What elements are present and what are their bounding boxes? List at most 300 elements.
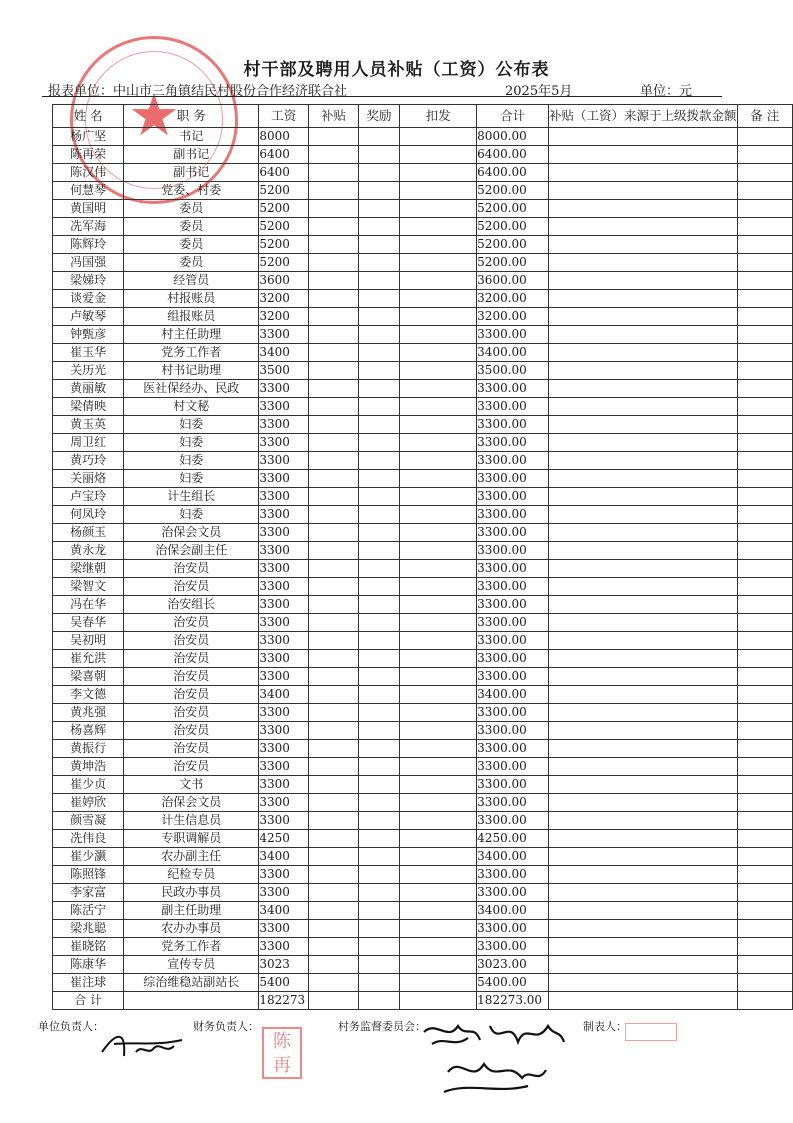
subsidy-cell — [309, 308, 358, 326]
deduction-cell — [400, 758, 477, 776]
table-row — [53, 362, 793, 380]
subsidy-cell — [309, 758, 358, 776]
subsidy-cell — [309, 632, 358, 650]
star-icon: ★ — [128, 81, 180, 149]
source-cell — [549, 884, 738, 902]
deduction-cell — [400, 578, 477, 596]
salary-cell: 3300 — [259, 614, 309, 632]
remark-cell — [737, 596, 792, 614]
deduction-cell — [400, 164, 477, 182]
table-row — [53, 434, 793, 452]
position-cell: 计生组长 — [124, 488, 259, 506]
subsidy-cell — [309, 254, 358, 272]
total-cell: 3200.00 — [477, 290, 549, 308]
table-row — [53, 758, 793, 776]
deduction-cell — [400, 650, 477, 668]
source-cell — [549, 326, 738, 344]
total-cell: 3300.00 — [477, 614, 549, 632]
name-cell: 谈爱金 — [53, 290, 124, 308]
position-cell: 治安员 — [124, 758, 259, 776]
source-cell — [549, 272, 738, 290]
table-row — [53, 380, 793, 398]
subsidy-cell — [309, 614, 358, 632]
remark-cell — [737, 398, 792, 416]
total-cell: 3300.00 — [477, 434, 549, 452]
source-cell — [549, 470, 738, 488]
source-cell — [549, 164, 738, 182]
total-cell: 3300.00 — [477, 650, 549, 668]
salary-cell: 3400 — [259, 902, 309, 920]
source-cell — [549, 794, 738, 812]
supervision-label: 村务监督委员会： — [338, 1020, 426, 1033]
table-row — [53, 542, 793, 560]
source-cell — [549, 254, 738, 272]
position-cell: 村报账员 — [124, 290, 259, 308]
bonus-cell — [358, 236, 400, 254]
salary-cell: 3300 — [259, 920, 309, 938]
position-cell: 经管员 — [124, 272, 259, 290]
deduction-cell — [400, 272, 477, 290]
source-cell — [549, 614, 738, 632]
subsidy-cell — [309, 182, 358, 200]
total-cell: 3300.00 — [477, 632, 549, 650]
bonus-cell — [358, 524, 400, 542]
bonus-cell — [358, 686, 400, 704]
source-cell — [549, 146, 738, 164]
subsidy-cell — [309, 938, 358, 956]
source-cell — [549, 128, 738, 146]
name-cell: 黄振行 — [53, 740, 124, 758]
source-cell — [549, 848, 738, 866]
name-cell: 崔少灏 — [53, 848, 124, 866]
table-row — [53, 740, 793, 758]
salary-cell: 3300 — [259, 794, 309, 812]
salary-cell: 5200 — [259, 182, 309, 200]
total-subsidy-cell — [309, 992, 358, 1010]
total-cell: 3023.00 — [477, 956, 549, 974]
bonus-cell — [358, 542, 400, 560]
bonus-cell — [358, 200, 400, 218]
source-cell — [549, 434, 738, 452]
position-cell: 治保会文员 — [124, 794, 259, 812]
salary-cell: 3300 — [259, 434, 309, 452]
total-cell: 3300.00 — [477, 596, 549, 614]
salary-cell: 3300 — [259, 488, 309, 506]
total-cell: 6400.00 — [477, 164, 549, 182]
remark-cell — [737, 650, 792, 668]
salary-cell: 3200 — [259, 290, 309, 308]
salary-cell: 3300 — [259, 776, 309, 794]
remark-cell — [737, 182, 792, 200]
total-bonus-cell — [358, 992, 400, 1010]
name-cell: 关丽烙 — [53, 470, 124, 488]
deduction-cell — [400, 146, 477, 164]
name-cell: 钟甄彦 — [53, 326, 124, 344]
source-cell — [549, 632, 738, 650]
bonus-cell — [358, 290, 400, 308]
deduction-cell — [400, 452, 477, 470]
table-row — [53, 128, 793, 146]
supervision-signatures — [418, 1012, 568, 1102]
total-position-cell — [124, 992, 259, 1010]
position-cell: 委员 — [124, 218, 259, 236]
subsidy-cell — [309, 722, 358, 740]
subsidy-cell — [309, 650, 358, 668]
position-cell: 妇委 — [124, 416, 259, 434]
total-cell: 5200.00 — [477, 200, 549, 218]
subsidy-cell — [309, 362, 358, 380]
remark-cell — [737, 524, 792, 542]
source-cell — [549, 542, 738, 560]
remark-cell — [737, 380, 792, 398]
name-cell: 黄丽敏 — [53, 380, 124, 398]
remark-cell — [737, 434, 792, 452]
total-cell: 3400.00 — [477, 848, 549, 866]
remark-cell — [737, 920, 792, 938]
name-cell: 杨颜玉 — [53, 524, 124, 542]
bonus-cell — [358, 272, 400, 290]
table-row — [53, 704, 793, 722]
name-cell: 黄兆强 — [53, 704, 124, 722]
table-row — [53, 956, 793, 974]
subsidy-cell — [309, 344, 358, 362]
name-cell: 陈再荣 — [53, 146, 124, 164]
position-cell: 计生信息员 — [124, 812, 259, 830]
subsidy-cell — [309, 974, 358, 992]
source-cell — [549, 866, 738, 884]
bonus-cell — [358, 398, 400, 416]
subsidy-cell — [309, 902, 358, 920]
remark-cell — [737, 902, 792, 920]
table-row — [53, 488, 793, 506]
position-cell: 综治维稳站副站长 — [124, 974, 259, 992]
table-row — [53, 218, 793, 236]
bonus-cell — [358, 920, 400, 938]
total-cell: 3400.00 — [477, 344, 549, 362]
salary-cell: 3300 — [259, 668, 309, 686]
salary-cell: 3300 — [259, 632, 309, 650]
source-cell — [549, 722, 738, 740]
deduction-cell — [400, 326, 477, 344]
source-cell — [549, 578, 738, 596]
table-row — [53, 794, 793, 812]
total-cell: 6400.00 — [477, 146, 549, 164]
table-row — [53, 182, 793, 200]
position-cell: 委员 — [124, 254, 259, 272]
subsidy-cell — [309, 146, 358, 164]
deduction-cell — [400, 668, 477, 686]
total-cell: 3300.00 — [477, 470, 549, 488]
name-cell: 关历光 — [53, 362, 124, 380]
bonus-cell — [358, 128, 400, 146]
table-row — [53, 596, 793, 614]
name-cell: 吴初明 — [53, 632, 124, 650]
header-total: 合计 — [477, 105, 549, 128]
name-cell: 梁兆聪 — [53, 920, 124, 938]
deduction-cell — [400, 812, 477, 830]
subsidy-cell — [309, 506, 358, 524]
position-cell: 治安员 — [124, 650, 259, 668]
remark-cell — [737, 740, 792, 758]
total-cell: 3300.00 — [477, 920, 549, 938]
subsidy-cell — [309, 560, 358, 578]
salary-cell: 3300 — [259, 416, 309, 434]
total-cell: 3200.00 — [477, 308, 549, 326]
position-cell: 副主任助理 — [124, 902, 259, 920]
subsidy-cell — [309, 578, 358, 596]
remark-cell — [737, 686, 792, 704]
remark-cell — [737, 128, 792, 146]
total-cell: 3300.00 — [477, 884, 549, 902]
remark-cell — [737, 290, 792, 308]
table-row — [53, 722, 793, 740]
position-cell: 妇委 — [124, 434, 259, 452]
table-row — [53, 902, 793, 920]
salary-cell: 3300 — [259, 938, 309, 956]
deduction-cell — [400, 470, 477, 488]
name-cell: 黄巧玲 — [53, 452, 124, 470]
bonus-cell — [358, 938, 400, 956]
bonus-cell — [358, 182, 400, 200]
position-cell: 文书 — [124, 776, 259, 794]
total-cell: 3300.00 — [477, 560, 549, 578]
total-amount: 182273.00 — [477, 992, 549, 1010]
source-cell — [549, 974, 738, 992]
remark-cell — [737, 938, 792, 956]
salary-cell: 3300 — [259, 812, 309, 830]
finance-seal: 陈 再 — [262, 1027, 302, 1079]
table-row — [53, 830, 793, 848]
source-cell — [549, 650, 738, 668]
name-cell: 崔允洪 — [53, 650, 124, 668]
total-deduction-cell — [400, 992, 477, 1010]
salary-cell: 3400 — [259, 344, 309, 362]
table-row — [53, 452, 793, 470]
subsidy-cell — [309, 434, 358, 452]
position-cell: 治安员 — [124, 578, 259, 596]
total-source-cell — [549, 992, 738, 1010]
table-row — [53, 146, 793, 164]
total-cell: 5200.00 — [477, 182, 549, 200]
position-cell: 党务工作者 — [124, 344, 259, 362]
deduction-cell — [400, 308, 477, 326]
name-cell: 卢敏琴 — [53, 308, 124, 326]
salary-cell: 3200 — [259, 308, 309, 326]
subsidy-cell — [309, 380, 358, 398]
bonus-cell — [358, 470, 400, 488]
source-cell — [549, 704, 738, 722]
header-bonus: 奖励 — [358, 105, 400, 128]
position-cell: 治安员 — [124, 632, 259, 650]
salary-cell: 3300 — [259, 524, 309, 542]
salary-cell: 3300 — [259, 470, 309, 488]
table-row — [53, 884, 793, 902]
subsidy-cell — [309, 452, 358, 470]
deduction-cell — [400, 632, 477, 650]
remark-cell — [737, 704, 792, 722]
source-cell — [549, 218, 738, 236]
deduction-cell — [400, 704, 477, 722]
deduction-cell — [400, 344, 477, 362]
table-row — [53, 200, 793, 218]
bonus-cell — [358, 416, 400, 434]
name-cell: 崔婷欣 — [53, 794, 124, 812]
bonus-cell — [358, 830, 400, 848]
total-cell: 3300.00 — [477, 866, 549, 884]
deduction-cell — [400, 902, 477, 920]
table-row — [53, 308, 793, 326]
source-cell — [549, 344, 738, 362]
deduction-cell — [400, 776, 477, 794]
bonus-cell — [358, 614, 400, 632]
position-cell: 副书记 — [124, 146, 259, 164]
table-row — [53, 164, 793, 182]
remark-cell — [737, 488, 792, 506]
position-cell: 农办办事员 — [124, 920, 259, 938]
position-cell: 治安员 — [124, 704, 259, 722]
subsidy-cell — [309, 740, 358, 758]
salary-cell: 3300 — [259, 452, 309, 470]
bonus-cell — [358, 560, 400, 578]
bonus-cell — [358, 434, 400, 452]
subsidy-cell — [309, 272, 358, 290]
salary-cell: 3300 — [259, 740, 309, 758]
source-cell — [549, 182, 738, 200]
remark-cell — [737, 830, 792, 848]
total-cell: 3300.00 — [477, 578, 549, 596]
remark-cell — [737, 578, 792, 596]
total-cell: 3300.00 — [477, 416, 549, 434]
header-position: 职 务 — [124, 105, 259, 128]
bonus-cell — [358, 452, 400, 470]
total-cell: 3300.00 — [477, 794, 549, 812]
name-cell: 黄玉英 — [53, 416, 124, 434]
salary-cell: 3300 — [259, 722, 309, 740]
remark-cell — [737, 218, 792, 236]
position-cell: 书记 — [124, 128, 259, 146]
bonus-cell — [358, 308, 400, 326]
total-cell: 3500.00 — [477, 362, 549, 380]
bonus-cell — [358, 488, 400, 506]
position-cell: 治安员 — [124, 560, 259, 578]
bonus-cell — [358, 956, 400, 974]
remark-cell — [737, 614, 792, 632]
position-cell: 纪检专员 — [124, 866, 259, 884]
preparer-stamp — [625, 1023, 677, 1041]
finance-head-label: 财务负责人： — [193, 1020, 259, 1033]
source-cell — [549, 236, 738, 254]
subsidy-cell — [309, 794, 358, 812]
source-cell — [549, 524, 738, 542]
deduction-cell — [400, 596, 477, 614]
remark-cell — [737, 470, 792, 488]
remark-cell — [737, 200, 792, 218]
source-cell — [549, 686, 738, 704]
remark-cell — [737, 812, 792, 830]
deduction-cell — [400, 380, 477, 398]
source-cell — [549, 902, 738, 920]
deduction-cell — [400, 236, 477, 254]
table-row — [53, 632, 793, 650]
source-cell — [549, 740, 738, 758]
deduction-cell — [400, 884, 477, 902]
salary-cell: 3300 — [259, 506, 309, 524]
bonus-cell — [358, 344, 400, 362]
table-row — [53, 236, 793, 254]
bonus-cell — [358, 326, 400, 344]
bonus-cell — [358, 884, 400, 902]
header-name: 姓 名 — [53, 105, 124, 128]
remark-cell — [737, 452, 792, 470]
salary-cell: 3023 — [259, 956, 309, 974]
report-period: 2025年5月 — [505, 84, 573, 99]
table-row — [53, 974, 793, 992]
bonus-cell — [358, 794, 400, 812]
bonus-cell — [358, 632, 400, 650]
table-row — [53, 650, 793, 668]
total-cell: 3300.00 — [477, 524, 549, 542]
deduction-cell — [400, 542, 477, 560]
subsidy-cell — [309, 128, 358, 146]
remark-cell — [737, 848, 792, 866]
source-cell — [549, 758, 738, 776]
remark-cell — [737, 416, 792, 434]
deduction-cell — [400, 290, 477, 308]
name-cell: 梁智文 — [53, 578, 124, 596]
salary-cell: 5200 — [259, 218, 309, 236]
position-cell: 民政办事员 — [124, 884, 259, 902]
remark-cell — [737, 272, 792, 290]
total-cell: 3300.00 — [477, 722, 549, 740]
position-cell: 委员 — [124, 200, 259, 218]
salary-cell: 3300 — [259, 650, 309, 668]
salary-cell: 3600 — [259, 272, 309, 290]
position-cell: 治安员 — [124, 722, 259, 740]
report-unit: 报表单位：中山市三角镇结民村股份合作经济联合社 — [48, 84, 348, 99]
remark-cell — [737, 722, 792, 740]
bonus-cell — [358, 866, 400, 884]
name-cell: 黄坤浩 — [53, 758, 124, 776]
deduction-cell — [400, 362, 477, 380]
table-row — [53, 272, 793, 290]
total-cell: 3300.00 — [477, 704, 549, 722]
table-row — [53, 290, 793, 308]
name-cell: 杨喜辉 — [53, 722, 124, 740]
remark-cell — [737, 308, 792, 326]
bonus-cell — [358, 380, 400, 398]
total-cell: 5200.00 — [477, 218, 549, 236]
currency-unit: 单位：元 — [640, 84, 693, 99]
position-cell: 妇委 — [124, 506, 259, 524]
table-row — [53, 506, 793, 524]
salary-cell: 3300 — [259, 560, 309, 578]
name-cell: 陈汉伟 — [53, 164, 124, 182]
remark-cell — [737, 632, 792, 650]
salary-cell: 3400 — [259, 848, 309, 866]
subsidy-cell — [309, 920, 358, 938]
header-subsidy: 补贴 — [309, 105, 358, 128]
position-cell: 村文秘 — [124, 398, 259, 416]
source-cell — [549, 596, 738, 614]
subsidy-cell — [309, 416, 358, 434]
table-row — [53, 938, 793, 956]
remark-cell — [737, 344, 792, 362]
name-cell: 何慧琴 — [53, 182, 124, 200]
total-cell: 4250.00 — [477, 830, 549, 848]
deduction-cell — [400, 488, 477, 506]
position-cell: 党委、村委 — [124, 182, 259, 200]
salary-table — [52, 104, 793, 1010]
